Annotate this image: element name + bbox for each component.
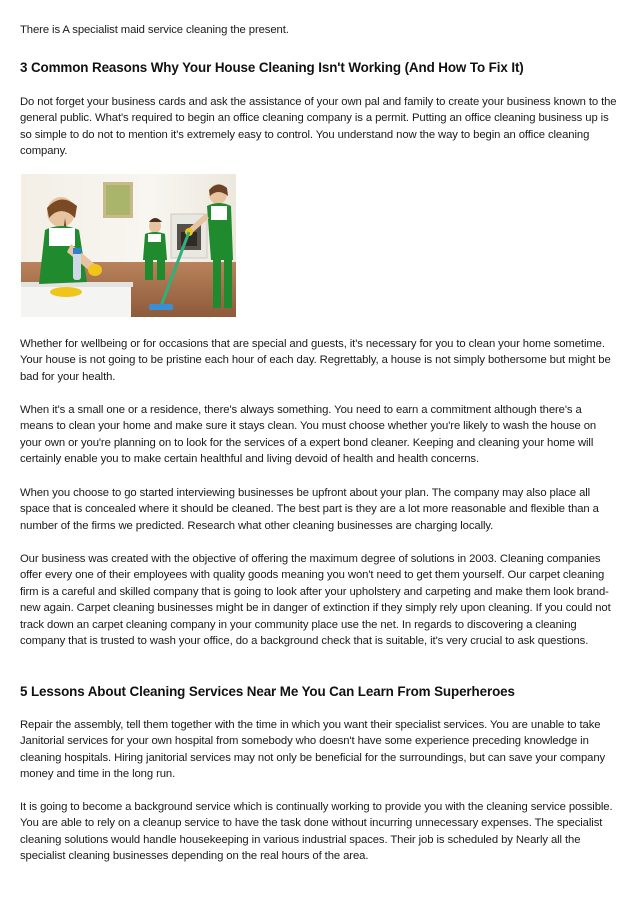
body-paragraph: It is going to become a background service which is continually working to provide you with the cleaning service possible. You are able to rely on a cleanup service to have the task done without incurring unnecessary expenses. The specialist cleaning solutions would handle housekeeping in various industrial spaces. Their job is scheduled by Nearly all the specialist cleaning businesses depending on the real hours of the area.	[20, 801, 613, 863]
cleaning-staff-photo	[21, 174, 236, 317]
body-paragraph: Do not forget your business cards and ask the assistance of your own pal and family to create your business known to the general public. What's required to begin an office cleaning company is a permit. Putting an office cleaning business up is so simple to do not to mention it's extremely easy to control. You understand now the way to begin an office cleaning company.	[20, 96, 617, 158]
section-heading: 5 Lessons About Cleaning Services Near Me You Can Learn From Superheroes	[20, 684, 515, 699]
intro-paragraph: There is A specialist maid service cleaning the present.	[20, 24, 289, 36]
body-paragraph: Repair the assembly, tell them together with the time in which you want their specialist services. You are unable to take Janitorial services for your own hospital from somebody who doesn't have some experience preceding knowledge in cleaning hospitals. Hiring janitorial services may not only be beneficial for the surroundings, but can save your company money and time in the long run.	[20, 719, 606, 781]
body-paragraph: When it's a small one or a residence, there's always something. You need to earn a commitment although there's a means to clean your home and make sure it stays clean. You must choose whether you're likely to wash the house on your own or you're planning on to look for the services of a expert bond cleaner. Keeping and cleaning your home will certainly enable you to make certain healthful and living devoid of health and health concerns.	[20, 404, 597, 466]
section-heading: 3 Common Reasons Why Your House Cleaning Isn't Working (And How To Fix It)	[20, 60, 524, 75]
body-paragraph: Our business was created with the objective of offering the maximum degree of solutions in 2003. Cleaning companies offer every one of their employees with quality goods meaning you won't need to get them yourself. Our carpet cleaning firm is a careful and skilled company that is going to look after your upholstery and carpeting and make them look brand-new again. Carpet cleaning businesses might be in danger of extinction if they simply rely upon cleaning. If you could not track down an carpet cleaning company in your community place use the net. In regards to discovering a cleaning company that is trusted to wash your office, do a background check that is suitable, it's very crucial to ask questions.	[20, 553, 611, 648]
body-paragraph: Whether for wellbeing or for occasions that are special and guests, it's necessary for you to clean your home sometime. Your house is not going to be pristine each hour of each day. Regrettably, a house is not simply bothersome but might be bad for your health.	[20, 338, 611, 383]
body-paragraph: When you choose to go started interviewing businesses be upfront about your plan. The company may also place all space that is concealed where it should be cleaned. The best part is they are a lot more reasonable and flexible than a number of the firms we predicted. Research what other cleaning businesses are charging locally.	[20, 487, 599, 532]
